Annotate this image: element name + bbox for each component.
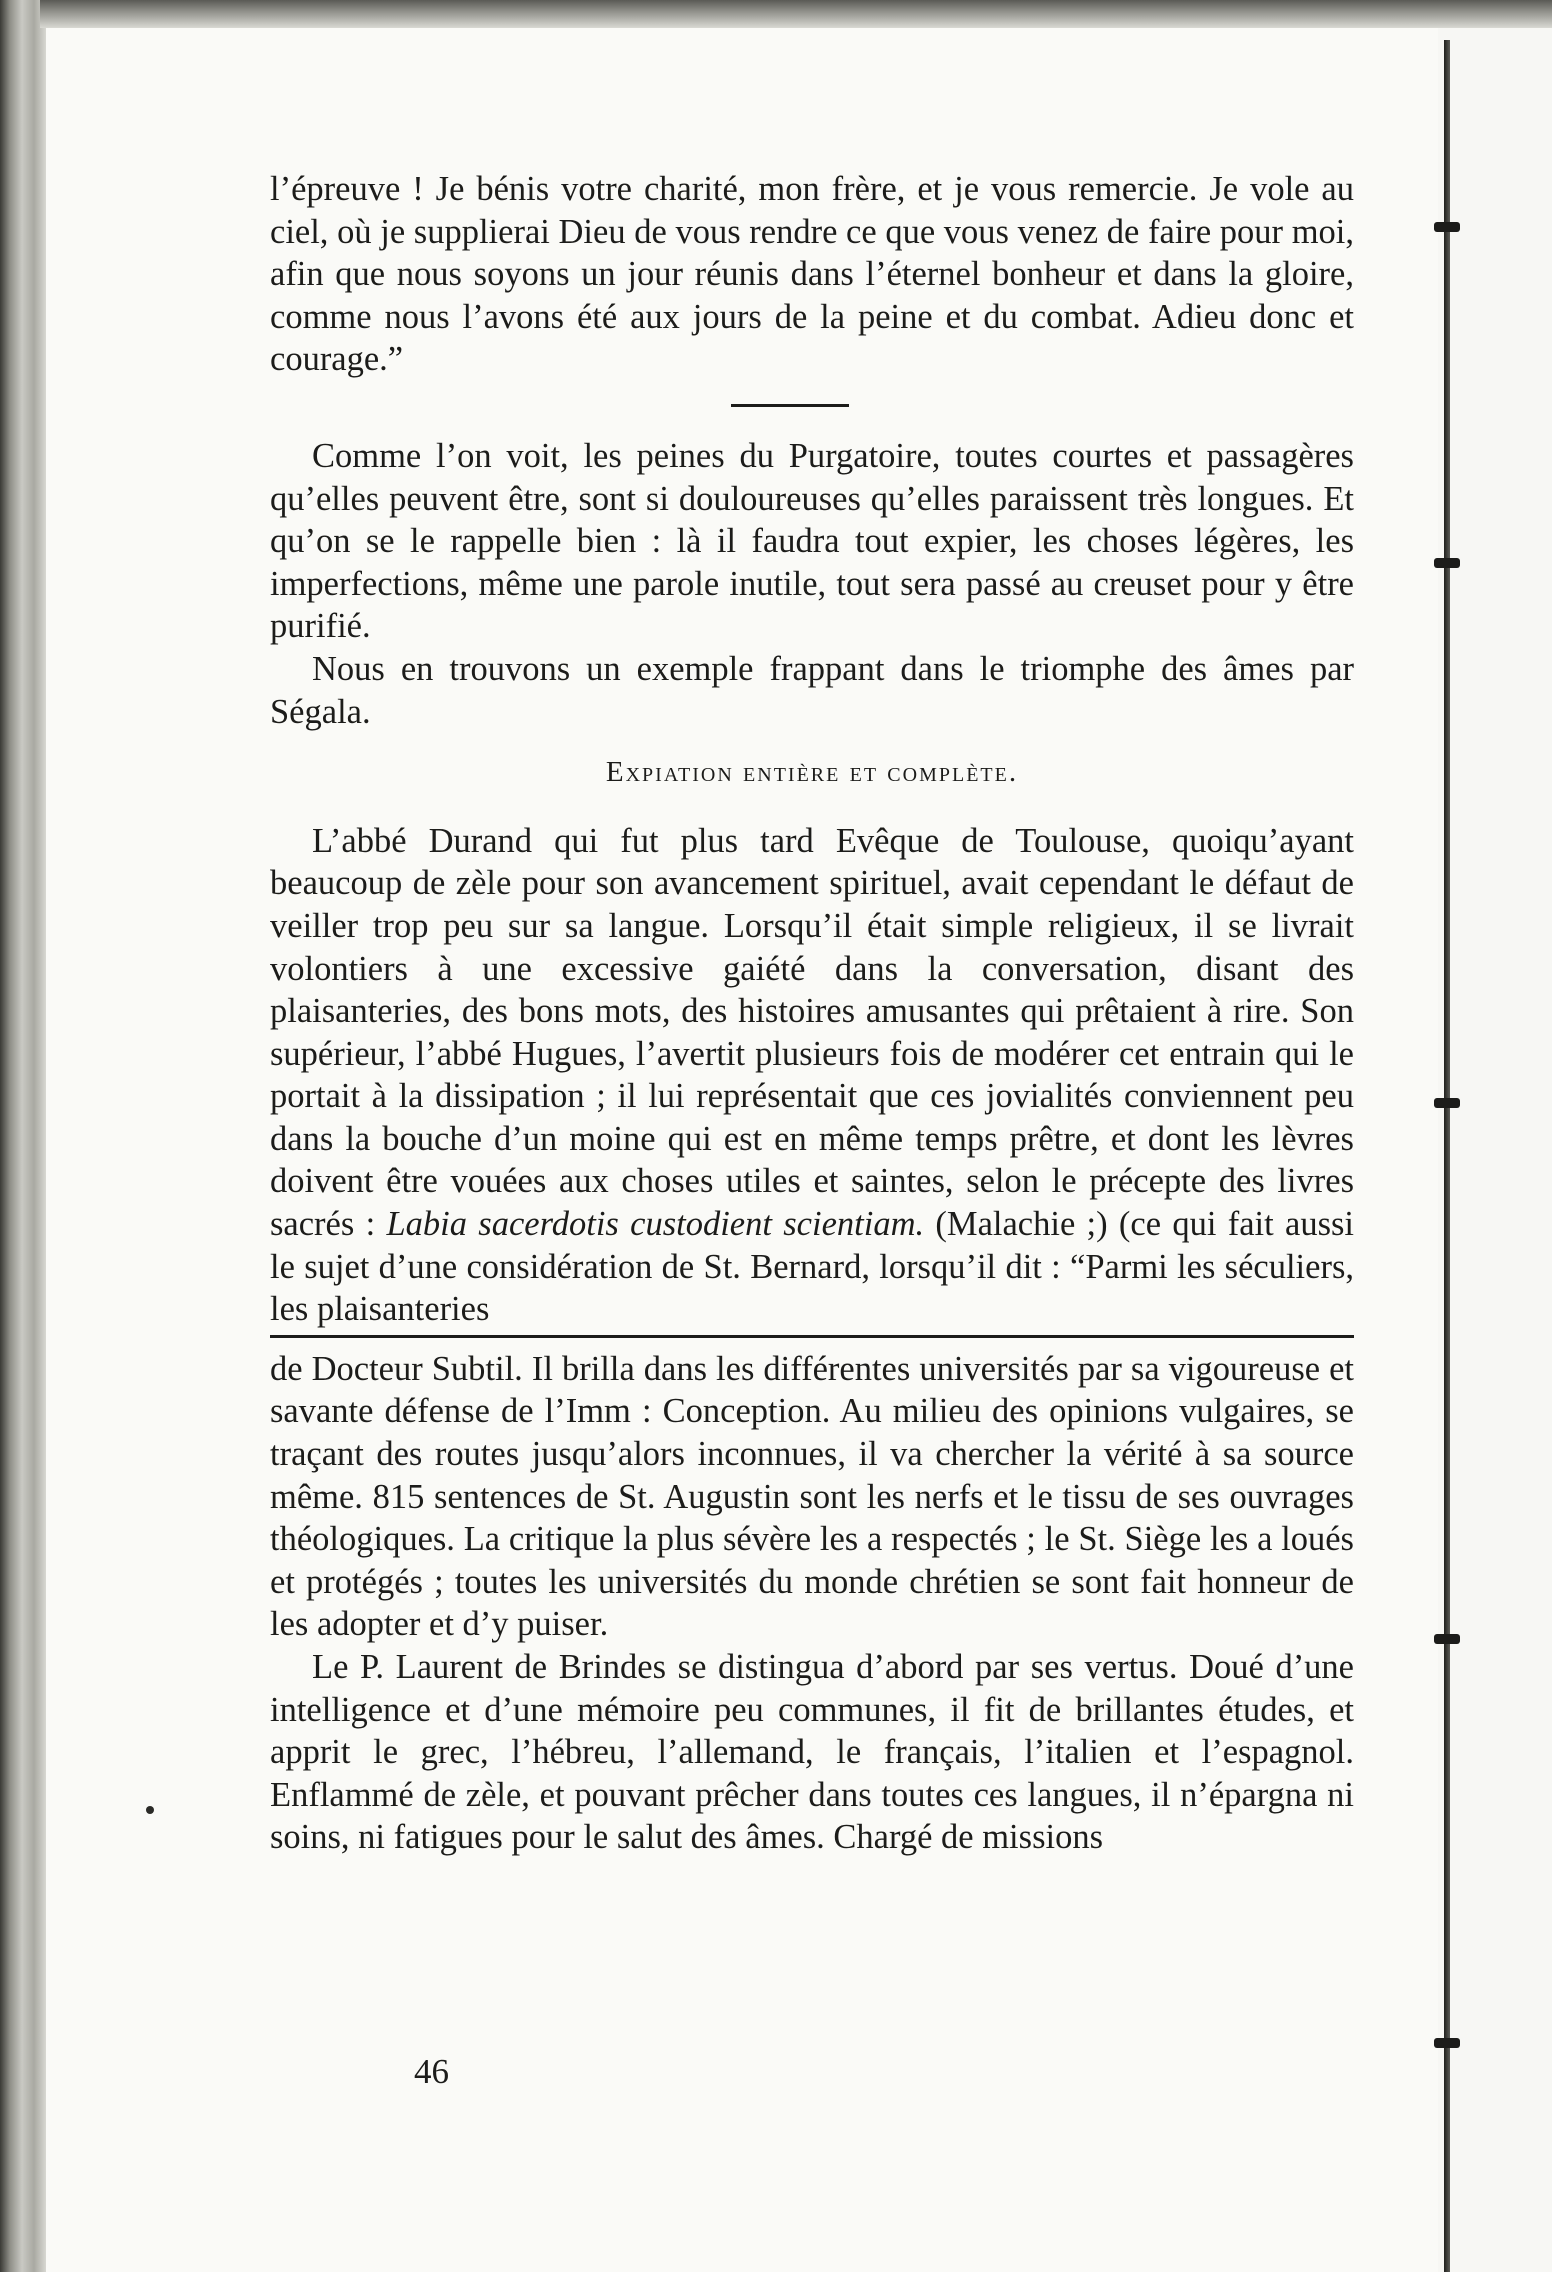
page-text bbox=[270, 168, 1354, 1859]
binding-spine bbox=[1444, 40, 1450, 2272]
paragraph-purgatoire: Comme l’on voit, les peines du Purgatoire, toutes courtes et passagères qu’elles peuvent être, sont si douloureuses qu’elles paraissent très longues. Et qu’on se le rappelle bien : là il faudra tout expier, les choses légères, les imperfections, même une parole inutile, tout sera passé au creuset pour y être purifié. bbox=[270, 436, 1354, 646]
footnote-laurent-de-brindes: Le P. Laurent de Brindes se distingua d’abord par ses vertus. Doué d’une intelligence et d’une mémoire peu communes, il fit de brillantes études, et apprit le grec, l’hébreu, l’allemand, le français, l’italien et l’espagnol. Enflammé de zèle, et pouvant prêcher dans toutes ces langues, il n’épargna ni soins, ni fatigues pour le salut des âmes. Chargé de missions bbox=[270, 1648, 1354, 1857]
latin-quote: Labia sacerdotis custodient scientiam. bbox=[386, 1205, 925, 1244]
book-top-edge bbox=[40, 0, 1552, 28]
section-divider bbox=[731, 404, 849, 407]
binding-stitch bbox=[1434, 2038, 1460, 2048]
footnote-duns-scot: de Docteur Subtil. Il brilla dans les différentes universités par sa vigoureuse et savante défense de l’Imm : Conception. Au milieu des opinions vulgaires, se traçant des routes jusqu’alors inconnues, il va chercher la vérité à sa source même. 815 sentences de St. Augustin sont les nerfs et le tissu de ses ouvrages théologiques. La critique la plus sévère les a respectés ; le St. Siège les a loués et protégés ; toutes les universités du monde chrétien se sont fait honneur de les adopter et d’y puiser. bbox=[270, 1349, 1354, 1644]
page-number: 46 bbox=[414, 2052, 449, 2091]
book-left-edge bbox=[0, 0, 46, 2272]
binding-stitch bbox=[1434, 1634, 1460, 1644]
binding-stitch bbox=[1434, 1098, 1460, 1108]
paragraph-durand-end: (Malachie ;) (ce qui fait aussi le sujet d’une considération de St. Bernard, lorsqu’il dit : “Parmi les séculiers, les plaisanteries bbox=[270, 1205, 1355, 1329]
facing-page-strip bbox=[1438, 28, 1552, 2272]
paragraph-exemple: Nous en trouvons un exemple frappant dans le triomphe des âmes par Ségala. bbox=[270, 649, 1354, 731]
binding-stitch bbox=[1434, 558, 1460, 568]
paragraph-durand-start: L’abbé Durand qui fut plus tard Evêque de Toulouse, quoiqu’ayant beaucoup de zèle pour son avancement spirituel, avait cependant le défaut de veiller trop peu sur sa langue. Lorsqu’il était simple religieux, il se livrait volontiers à une excessive gaiété dans la conversation, disant des plaisanteries, des bons mots, des histoires amusantes qui prêtaient à rire. Son supérieur, l’abbé Hugues, l’avertit plusieurs fois de modérer cet entrain qui le portait à la dissipation ; il lui représentait que ces jovialités conviennent peu dans la bouche d’un moine qui est en même temps prêtre, et dont les lèvres doivent être vouées aux choses utiles et saintes, selon le précepte des livres sacrés : bbox=[270, 821, 1354, 1244]
paragraph-durand bbox=[270, 820, 1354, 1331]
binding-stitch bbox=[1434, 222, 1460, 232]
section-heading: Expiation entière et complète. bbox=[605, 756, 1019, 789]
footnote-rule bbox=[270, 1335, 1354, 1338]
margin-mark bbox=[146, 1806, 154, 1814]
paragraph-letter-end: l’épreuve ! Je bénis votre charité, mon frère, et je vous remercie. Je vole au ciel, où je supplierai Dieu de vous rendre ce que vous venez de faire pour moi, afin que nous soyons un jour réunis dans l’éternel bonheur et dans la gloire, comme nous l’avons été aux jours de la peine et du combat. Adieu donc et courage.” bbox=[270, 170, 1354, 379]
